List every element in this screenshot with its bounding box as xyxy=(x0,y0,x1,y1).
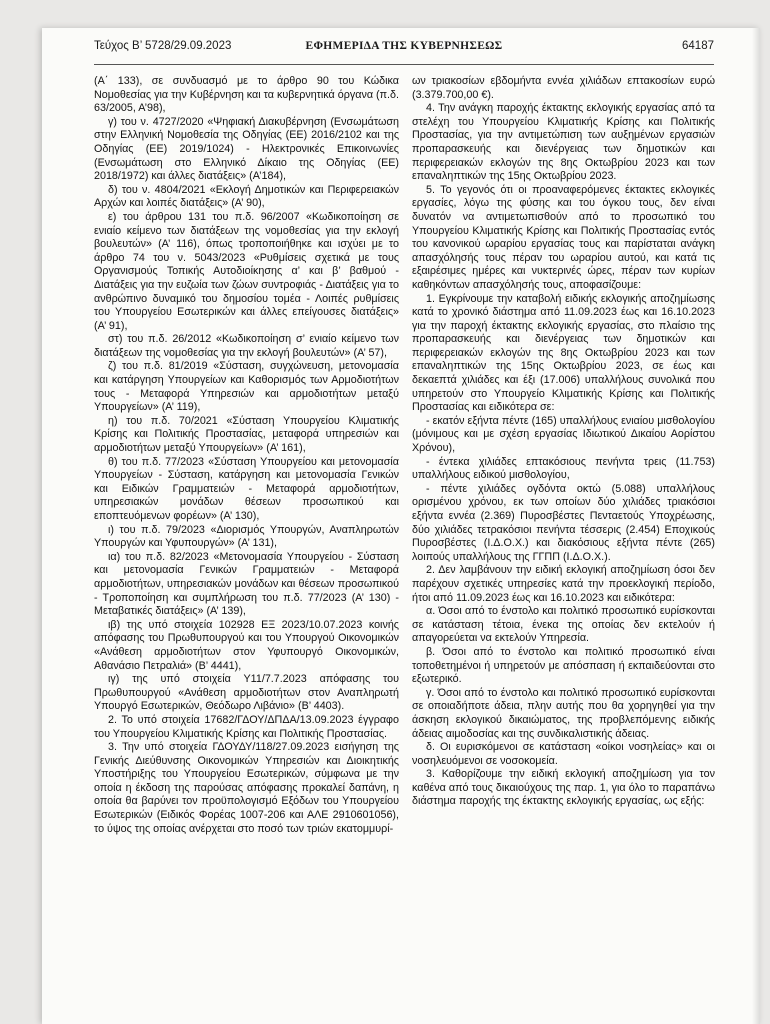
paragraph: ζ) του π.δ. 81/2019 «Σύσταση, συγχώνευση, μετονομασία και κατάργηση Υπουργείων και Καθορισμός των Αρμοδιοτήτων τους - Μεταφορά Υπηρεσιών και αρμοδιοτήτων μεταξύ Υπουργείων» (Α’ 119), xyxy=(94,360,399,414)
page-edge-shadow xyxy=(752,28,760,1024)
header-divider xyxy=(94,64,714,65)
paragraph: ε) του άρθρου 131 του π.δ. 96/2007 «Κωδικοποίηση σε ενιαίο κείμενο των διατάξεων της νομοθεσίας για την εκλογή βουλευτών» (Α’ 116), όπως τροποποιήθηκε και ισχύει με το άρθρο 74 του ν. 5043/2023 «Ρυθμίσεις σχετικά με τους Οργανισμούς Τοπικής Αυτοδιοίκησης α’ και β’ βαθμού - Διατάξεις για την ευζωία των ζώων συντροφιάς - Διατάξεις για το ανθρώπινο δυναμικό του δημοσίου τομέα - Λοιπές ρυθμίσεις του Υπουργείου Εσωτερικών και άλλες επείγουσες διατάξεις» (Α’ 91), xyxy=(94,210,399,332)
paragraph: 2. Το υπό στοιχεία 17682/ΓΔΟΥ/ΔΠΔΑ/13.09.2023 έγγραφο του Υπουργείου Κλιματικής Κρίσης και Πολιτικής Προστασίας. xyxy=(94,713,399,740)
list-item: β. Όσοι από το ένστολο και πολιτικό προσωπικό είναι τοποθετημένοι ή υπηρετούν με απόσπαση ή εκπαιδεύονται στο εξωτερικό. xyxy=(412,645,715,686)
list-item: α. Όσοι από το ένστολο και πολιτικό προσωπικό ευρίσκονται σε κατάσταση τέτοια, ένεκα της οποίας δεν εκτελούν ή απαγορεύεται να εκτελούν Υπηρεσία. xyxy=(412,605,715,645)
right-column xyxy=(412,75,715,809)
paragraph: η) του π.δ. 70/2021 «Σύσταση Υπουργείου Κλιματικής Κρίσης και Πολιτικής Προστασίας, μεταφορά υπηρεσιών και αρμοδιοτήτων μεταξύ Υπουργείων» (Α’ 161), xyxy=(94,414,399,455)
left-column xyxy=(94,75,399,836)
paragraph: 3. Την υπό στοιχεία ΓΔΟΥΔΥ/118/27.09.2023 εισήγηση της Γενικής Διεύθυνσης Οικονομικών Υπηρεσιών και Διοικητικής Υποστήριξης του Υπουργείου Εσωτερικών, σύμφωνα με την οποία η έκδοση της παρούσας απόφασης προκαλεί δαπάνη, η οποία θα βαρύνει τον προϋπολογισμό Εξόδων του Υπουργείου Εσωτερικών (Ειδικός Φορέας 1007-206 και ΑΛΕ 2910601056), το ύψος της οποίας ανέρχεται στο ποσό των τριών εκατομμυρί- xyxy=(94,741,399,835)
paragraph: στ) του π.δ. 26/2012 «Κωδικοποίηση σ’ ενιαίο κείμενο των διατάξεων της νομοθεσίας για την εκλογή βουλευτών» (Α’ 57), xyxy=(94,333,399,359)
list-item: γ. Όσοι από το ένστολο και πολιτικό προσωπικό ευρίσκονται σε οποιαδήποτε άδεια, πλην αυτής που θα χορηγηθεί για την άσκηση εκλογικού δικαιώματος, της προβλεπόμενης ειδικής άδειας αιμοδοσίας και της συνδικαλιστικής άδειας. xyxy=(412,686,715,740)
list-item: - πέντε χιλιάδες ογδόντα οκτώ (5.088) υπαλλήλους ορισμένου χρόνου, εκ των οποίων δύο χιλιάδες τριακόσιοι εξήντα εννέα (2.369) Πυροσβέστες Πενταετούς Υποχρέωσης, δύο χιλιάδες τετρακόσιοι πενήντα τέσσερις (2.454) Εποχικούς Πυροσβέστες (Ι.Δ.Ο.Χ.) και διακόσιους εξήντα πέντε (265) λοιπούς υπαλλήλους της ΓΓΠΠ (Ι.Δ.Ο.Χ.). xyxy=(412,482,715,563)
paragraph: ια) του π.δ. 82/2023 «Μετονομασία Υπουργείου - Σύσταση και μετονομασία Γενικών Γραμματειών - Μεταφορά αρμοδιοτήτων, υπηρεσιακών μονάδων και θέσεων προσωπικού - Τροποποίηση και συμπλήρωση του π.δ. 77/2023 (Α’ 130) - Μεταβατικές διατάξεις» (Α’ 139), xyxy=(94,550,399,618)
paragraph: ιβ) της υπό στοιχεία 102928 ΕΞ 2023/10.07.2023 κοινής απόφασης του Πρωθυπουργού και του Υπουργού Οικονομικών «Ανάθεση αρμοδιοτήτων στον Υφυπουργό Οικονομικών, Αθανάσιο Πετραλιά» (Β’ 4441), xyxy=(94,618,399,672)
paragraph: ων τριακοσίων εβδομήντα εννέα χιλιάδων επτακοσίων ευρώ (3.379.700,00 €). xyxy=(412,75,715,101)
paragraph: 4. Την ανάγκη παροχής έκτακτης εκλογικής εργασίας από τα στελέχη του Υπουργείου Κλιματικής Κρίσης και Πολιτικής Προστασίας, για την αντιμετώπιση των αυξημένων εργασιών προπαρασκευής και διενέργειας των δημοτικών και περιφερειακών εκλογών της 8ης Οκτωβρίου 2023 και των επαναληπτικών της 15ης Οκτωβρίου 2023. xyxy=(412,102,715,183)
paragraph: 5. Το γεγονός ότι οι προαναφερόμενες έκτακτες εκλογικές εργασίες, λόγω της φύσης και του όγκου τους, δεν είναι δυνατόν να αντιμετωπισθούν από το προσωπικό του Υπουργείου Κλιματικής Κρίσης και Πολιτικής Προστασίας εντός του κανονικού ωραρίου εργασίας τους και παρίσταται ανάγκη απασχόλησής τους πέραν του ωραρίου αυτού, και κατά τις εξαιρέσιμες ημέρες και νυκτερινές ώρες, πέραν των κυρίων καθηκόντων απασχόλησής τους, αποφασίζουμε: xyxy=(412,183,715,291)
page-number: 64187 xyxy=(682,40,714,52)
list-item: δ. Οι ευρισκόμενοι σε κατάσταση «οίκοι νοσηλείας» και οι νοσηλευόμενοι σε νοσοκομεία. xyxy=(412,741,715,767)
paragraph: θ) του π.δ. 77/2023 «Σύσταση Υπουργείου και μετονομασία Υπουργείων - Σύσταση, κατάργηση και μετονομασία Γενικών και Ειδικών Γραμματειών - Μεταφορά αρμοδιοτήτων, υπηρεσιακών μονάδων θέσεων προσωπικού και εποπτευόμενων φορέων» (Α’ 130), xyxy=(94,455,399,522)
list-item: - έντεκα χιλιάδες επτακόσιους πενήντα τρεις (11.753) υπαλλήλους ειδικού μισθολογίου, xyxy=(412,455,715,482)
gazette-title: ΕΦΗΜΕΡΙΔΑ ΤΗΣ ΚΥΒΕΡΝΗΣΕΩΣ xyxy=(305,40,503,52)
paragraph: δ) του ν. 4804/2021 «Εκλογή Δημοτικών και Περιφερειακών Αρχών και λοιπές διατάξεις» (Α’ 90), xyxy=(94,183,399,210)
page-header xyxy=(94,40,714,58)
paragraph: γ) του ν. 4727/2020 «Ψηφιακή Διακυβέρνηση (Ενσωμάτωση στην Ελληνική Νομοθεσία της Οδηγίας (ΕΕ) 2016/2102 και της Οδηγίας (ΕΕ) 2019/1024) - Ηλεκτρονικές Επικοινωνίες (Ενσωμάτωση στο Ελληνικό Δίκαιο της Οδηγίας (ΕΕ) 2018/1972) και άλλες διατάξεις» (Α’184), xyxy=(94,115,399,183)
paragraph: ιγ) της υπό στοιχεία Υ11/7.7.2023 απόφασης του Πρωθυπουργού «Ανάθεση αρμοδιοτήτων στον Αναπληρωτή Υπουργό Εσωτερικών, Θεόδωρο Λιβάνιο» (Β’ 4403). xyxy=(94,673,399,713)
paragraph: ι) του π.δ. 79/2023 «Διορισμός Υπουργών, Αναπληρωτών Υπουργών και Υφυπουργών» (Α’ 131), xyxy=(94,523,399,550)
list-item: - εκατόν εξήντα πέντε (165) υπαλλήλους ενιαίου μισθολογίου (μόνιμους και με σχέση εργασίας Ιδιωτικού Δικαίου Αορίστου Χρόνου), xyxy=(412,414,715,455)
gazette-page xyxy=(42,28,760,1024)
paragraph: 3. Καθορίζουμε την ειδική εκλογική αποζημίωση για τον καθένα από τους δικαιούχους της παρ. 1, για όλο το παραπάνω διάστημα παροχής της έκτακτης εκλογικής εργασίας, ως εξής: xyxy=(412,768,715,808)
paragraph: (Α΄ 133), σε συνδυασμό με το άρθρο 90 του Κώδικα Νομοθεσίας για την Κυβέρνηση και τα κυβερνητικά όργανα (π.δ. 63/2005, Α’98), xyxy=(94,75,399,115)
paragraph: 1. Εγκρίνουμε την καταβολή ειδικής εκλογικής αποζημίωσης κατά το χρονικό διάστημα από 11.09.2023 έως και 16.10.2023 για την παροχή έκτακτης εκλογικής εργασίας, στο πλαίσιο της προπαρασκευής και διενέργειας των δημοτικών και περιφερειακών εκλογών της 8ης Οκτωβρίου 2023 και των επαναληπτικών της 15ης Οκτωβρίου 2023, σε έως και δεκαεπτά χιλιάδες και έξι (17.006) υπαλλήλους συνολικά που υπηρετούν στο Υπουργείο Κλιματικής Κρίσης και Πολιτικής Προστασίας και ειδικότερα σε: xyxy=(412,292,715,414)
issue-number: Τεύχος Β’ 5728/29.09.2023 xyxy=(94,40,232,52)
paragraph: 2. Δεν λαμβάνουν την ειδική εκλογική αποζημίωση όσοι δεν παρέχουν σχετικές υπηρεσίες κατά την προεκλογική περίοδο, ήτοι από 11.09.2023 έως και 16.10.2023 και ειδικότερα: xyxy=(412,564,715,604)
